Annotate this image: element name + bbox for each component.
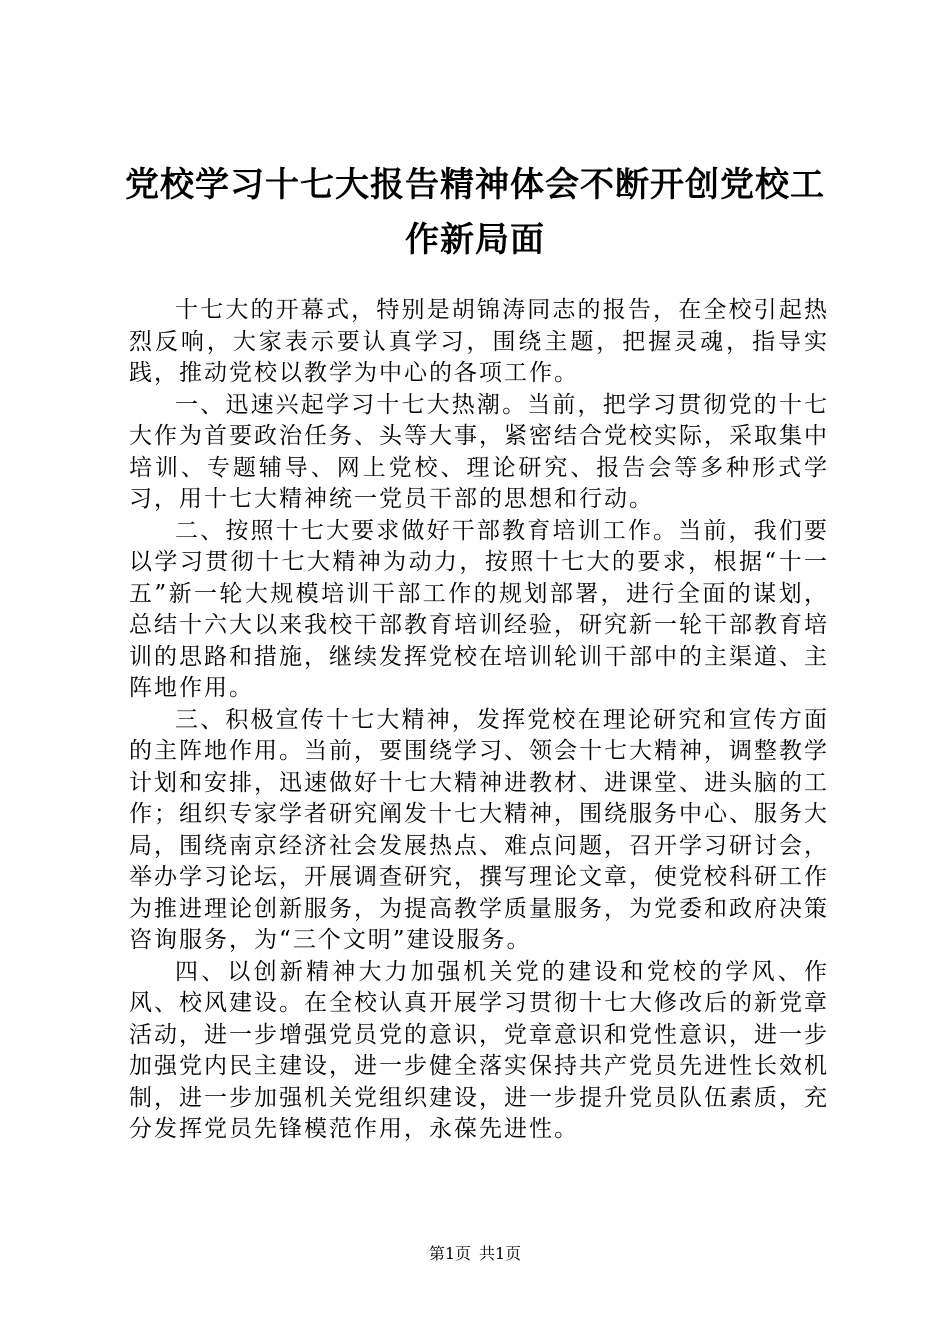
- paragraph-intro: 十七大的开幕式，特别是胡锦涛同志的报告，在全校引起热烈反响，大家表示要认真学习，围绕主题，把握灵魂，指导实践，推动党校以教学为中心的各项工作。: [129, 297, 829, 386]
- document-title: 党校学习十七大报告精神体会不断开创党校工作新局面: [125, 165, 825, 260]
- document-body: [129, 295, 829, 1146]
- paragraph-section-3: 三、积极宣传十七大精神，发挥党校在理论研究和宣传方面的主阵地作用。当前，要围绕学习、领会十七大精神，调整教学计划和安排，迅速做好十七大精神进教材、进课堂、进头脑的工作；组织专家学者研究阐发十七大精神，围绕服务中心、服务大局，围绕南京经济社会发展热点、难点问题，召开学习研讨会，举办学习论坛，开展调查研究，撰写理论文章，使党校科研工作为推进理论创新服务，为提高教学质量服务，为党委和政府决策咨询服务，为“三个文明”建设服务。: [129, 706, 829, 953]
- paragraph-section-1: 一、迅速兴起学习十七大热潮。当前，把学习贯彻党的十七大作为首要政治任务、头等大事，紧密结合党校实际，采取集中培训、专题辅导、网上党校、理论研究、报告会等多种形式学习，用十七大精神统一党员干部的思想和行动。: [129, 391, 829, 512]
- page-footer: [0, 1243, 950, 1265]
- page-number-current: 第1页: [428, 1244, 471, 1263]
- page-number-total: 共1页: [479, 1244, 522, 1263]
- paragraph-section-2: 二、按照十七大要求做好干部教育培训工作。当前，我们要以学习贯彻十七大精神为动力，按照十七大的要求，根据“十一五”新一轮大规模培训干部工作的规划部署，进行全面的谋划，总结十六大以来我校干部教育培训经验，研究新一轮干部教育培训的思路和措施，继续发挥党校在培训轮训干部中的主渠道、主阵地作用。: [129, 517, 829, 701]
- paragraph-section-4: 四、以创新精神大力加强机关党的建设和党校的学风、作风、校风建设。在全校认真开展学习贯彻十七大修改后的新党章活动，进一步增强党员党的意识，党章意识和党性意识，进一步加强党内民主建设，进一步健全落实保持共产党员先进性长效机制，进一步加强机关党组织建设，进一步提升党员队伍素质，充分发挥党员先锋模范作用，永葆先进性。: [129, 958, 829, 1142]
